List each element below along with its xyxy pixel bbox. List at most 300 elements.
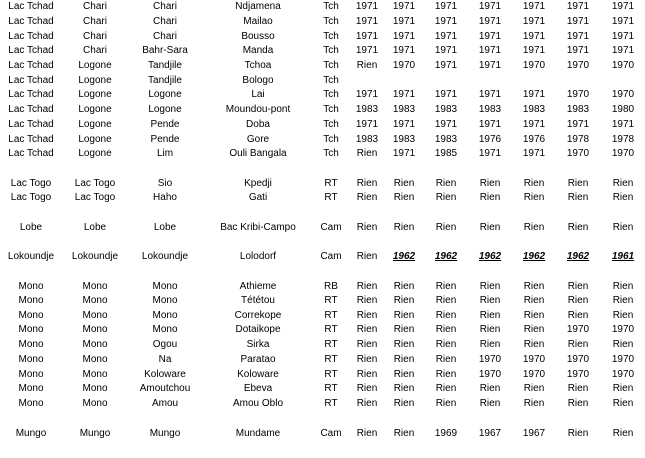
year-cell: 1969 <box>434 428 458 439</box>
year-cell: Rien <box>523 192 545 203</box>
station-cell: Doba <box>246 119 270 130</box>
year-cell: Rien <box>479 310 501 321</box>
year-cell: 1971 <box>434 16 458 27</box>
country-cell: Tch <box>323 1 339 12</box>
year-cell: 1971 <box>566 31 590 42</box>
year-cell: Rien <box>567 383 589 394</box>
river-cell: Mono <box>82 369 108 380</box>
tributary-cell: Sio <box>157 178 173 189</box>
year-cell: 1970 <box>611 324 635 335</box>
year-cell: 1971 <box>522 89 546 100</box>
river-cell: Mono <box>82 383 108 394</box>
river-cell: Lac Togo <box>74 192 116 203</box>
river-basin-cell: Lac Tchad <box>8 75 54 86</box>
year-cell: Rien <box>523 281 545 292</box>
year-cell: Rien <box>479 281 501 292</box>
tributary-cell: Mono <box>152 310 178 321</box>
table-row <box>0 294 645 308</box>
river-basin-cell: Lac Tchad <box>8 60 54 71</box>
year-cell: Rien <box>356 383 378 394</box>
year-cell: Rien <box>356 398 378 409</box>
table-row <box>0 427 645 441</box>
year-cell: 1971 <box>611 16 635 27</box>
river-basin-cell: Lobe <box>19 222 43 233</box>
year-cell: 1971 <box>355 31 379 42</box>
river-basin-cell: Lac Tchad <box>8 104 54 115</box>
table-row <box>0 309 645 323</box>
year-cell: Rien <box>523 324 545 335</box>
year-cell: 1971 <box>522 1 546 12</box>
river-cell: Logone <box>78 148 112 159</box>
year-cell: 1970 <box>611 369 635 380</box>
year-cell: Rien <box>479 222 501 233</box>
country-cell: RT <box>324 339 338 350</box>
year-cell: Rien <box>393 398 415 409</box>
year-cell: 1971 <box>478 1 502 12</box>
year-cell: 1971 <box>392 148 416 159</box>
tributary-cell: Amou <box>151 398 179 409</box>
station-cell: Paratao <box>240 354 276 365</box>
table-row <box>0 250 645 264</box>
year-cell: 1983 <box>522 104 546 115</box>
year-cell: Rien <box>479 192 501 203</box>
river-basin-cell: Mono <box>18 310 44 321</box>
year-cell: 1971 <box>478 148 502 159</box>
country-cell: Tch <box>323 16 339 27</box>
river-basin-cell: Lac Tchad <box>8 16 54 27</box>
year-cell: Rien <box>393 369 415 380</box>
year-cell: Rien <box>567 398 589 409</box>
year-cell: 1971 <box>522 16 546 27</box>
year-cell: 1962 <box>392 251 416 262</box>
year-cell: 1970 <box>478 354 502 365</box>
year-cell: Rien <box>435 339 457 350</box>
year-cell: Rien <box>523 398 545 409</box>
station-cell: Correkope <box>234 310 282 321</box>
river-cell: Lokoundje <box>71 251 119 262</box>
river-cell: Mungo <box>79 428 111 439</box>
table-row <box>0 338 645 352</box>
tributary-cell: Lim <box>156 148 174 159</box>
year-cell: 1970 <box>392 60 416 71</box>
river-basin-cell: Lac Tchad <box>8 119 54 130</box>
year-cell: 1971 <box>478 16 502 27</box>
year-cell: 1962 <box>522 251 546 262</box>
year-cell <box>352 74 382 88</box>
year-cell: 1971 <box>478 31 502 42</box>
year-cell: 1971 <box>355 1 379 12</box>
year-cell: 1983 <box>392 134 416 145</box>
year-cell: Rien <box>435 398 457 409</box>
station-cell: Ouli Bangala <box>229 148 287 159</box>
tributary-cell: Mono <box>152 295 178 306</box>
year-cell: 1961 <box>611 251 635 262</box>
year-cell: 1971 <box>566 1 590 12</box>
table-row <box>0 15 645 29</box>
year-cell: 1971 <box>392 31 416 42</box>
river-basin-cell: Mono <box>18 354 44 365</box>
river-cell: Logone <box>78 89 112 100</box>
year-cell: 1970 <box>522 369 546 380</box>
year-cell: 1971 <box>392 45 416 56</box>
year-cell: 1970 <box>522 60 546 71</box>
year-cell: Rien <box>435 192 457 203</box>
year-cell: Rien <box>479 339 501 350</box>
river-basin-cell: Mungo <box>15 428 47 439</box>
year-cell: 1983 <box>355 104 379 115</box>
country-cell: RT <box>324 324 338 335</box>
year-cell: Rien <box>479 398 501 409</box>
year-cell: 1971 <box>355 16 379 27</box>
tributary-cell: Tandjile <box>148 60 182 71</box>
table-row <box>0 74 645 88</box>
river-cell: Lobe <box>83 222 107 233</box>
year-cell: Rien <box>435 222 457 233</box>
river-cell: Logone <box>78 134 112 145</box>
tributary-cell: Bahr-Sara <box>142 45 188 56</box>
table-row <box>0 221 645 235</box>
country-cell: RT <box>324 383 338 394</box>
year-cell: Rien <box>479 383 501 394</box>
river-cell: Mono <box>82 324 108 335</box>
year-cell: Rien <box>356 251 378 262</box>
year-cell: 1971 <box>392 89 416 100</box>
year-cell: Rien <box>567 178 589 189</box>
year-cell: Rien <box>612 428 634 439</box>
year-cell: Rien <box>393 339 415 350</box>
year-cell: 1970 <box>566 324 590 335</box>
year-cell: Rien <box>393 383 415 394</box>
station-cell: Ebeva <box>243 383 273 394</box>
station-cell: Lai <box>251 89 265 100</box>
year-cell: Rien <box>393 354 415 365</box>
river-basin-cell: Lokoundje <box>7 251 55 262</box>
river-basin-cell: Lac Tchad <box>8 1 54 12</box>
year-cell: 1971 <box>355 89 379 100</box>
year-cell: 1971 <box>611 45 635 56</box>
country-cell: Tch <box>323 45 339 56</box>
year-cell: 1980 <box>611 104 635 115</box>
river-basin-cell: Lac Tchad <box>8 134 54 145</box>
year-cell: Rien <box>612 310 634 321</box>
river-basin-cell: Mono <box>18 398 44 409</box>
table-row <box>0 177 645 191</box>
country-cell: Tch <box>323 148 339 159</box>
year-cell: Rien <box>612 383 634 394</box>
year-cell: Rien <box>567 295 589 306</box>
river-basin-cell: Lac Tchad <box>8 89 54 100</box>
tributary-cell: Ogou <box>152 339 178 350</box>
year-cell: Rien <box>435 369 457 380</box>
year-cell: Rien <box>479 295 501 306</box>
year-cell: Rien <box>356 60 378 71</box>
tributary-cell: Pende <box>150 119 180 130</box>
country-cell: Tch <box>323 75 339 86</box>
river-cell: Chari <box>83 1 107 12</box>
year-cell: 1983 <box>478 104 502 115</box>
station-cell: Kpedji <box>244 178 272 189</box>
year-cell: Rien <box>612 295 634 306</box>
year-cell: Rien <box>435 383 457 394</box>
year-cell: 1971 <box>478 119 502 130</box>
year-cell: 1971 <box>478 45 502 56</box>
year-cell: 1971 <box>566 119 590 130</box>
country-cell: RT <box>324 295 338 306</box>
river-cell: Mono <box>82 354 108 365</box>
country-cell: RB <box>324 281 338 292</box>
year-cell: Rien <box>435 295 457 306</box>
tributary-cell: Koloware <box>144 369 186 380</box>
year-cell: Rien <box>523 178 545 189</box>
station-cell: Tététou <box>241 295 275 306</box>
station-cell: Gati <box>248 192 268 203</box>
year-cell: 1976 <box>522 134 546 145</box>
year-cell: 1971 <box>392 119 416 130</box>
year-cell: 1970 <box>566 89 590 100</box>
year-cell: Rien <box>393 310 415 321</box>
country-cell: Tch <box>323 89 339 100</box>
country-cell: Tch <box>323 31 339 42</box>
river-basin-cell: Mono <box>18 369 44 380</box>
year-cell <box>429 74 463 88</box>
tributary-cell: Pende <box>150 134 180 145</box>
year-cell: 1970 <box>611 89 635 100</box>
year-cell: 1971 <box>522 119 546 130</box>
year-cell: 1983 <box>392 104 416 115</box>
year-cell: 1970 <box>566 369 590 380</box>
year-cell: Rien <box>567 428 589 439</box>
year-cell: Rien <box>435 354 457 365</box>
station-cell: Ndjamena <box>235 1 281 12</box>
year-cell: 1970 <box>566 148 590 159</box>
year-cell: 1971 <box>522 148 546 159</box>
year-cell: Rien <box>356 354 378 365</box>
year-cell: 1971 <box>434 60 458 71</box>
year-cell: 1971 <box>355 119 379 130</box>
tributary-cell: Lokoundje <box>141 251 189 262</box>
river-cell: Logone <box>78 75 112 86</box>
year-cell: Rien <box>479 324 501 335</box>
year-cell: 1971 <box>392 16 416 27</box>
river-cell: Chari <box>83 16 107 27</box>
tributary-cell: Mono <box>152 281 178 292</box>
station-cell: Manda <box>242 45 274 56</box>
year-cell: 1971 <box>611 31 635 42</box>
river-cell: Logone <box>78 60 112 71</box>
year-cell <box>473 74 507 88</box>
country-cell: Tch <box>323 134 339 145</box>
year-cell: Rien <box>523 295 545 306</box>
station-cell: Koloware <box>237 369 279 380</box>
table-row <box>0 368 645 382</box>
year-cell: 1962 <box>434 251 458 262</box>
table-row <box>0 323 645 337</box>
country-cell: RT <box>324 310 338 321</box>
river-cell: Mono <box>82 295 108 306</box>
year-cell: 1962 <box>478 251 502 262</box>
year-cell: 1967 <box>478 428 502 439</box>
country-cell: RT <box>324 354 338 365</box>
year-cell: 1971 <box>522 31 546 42</box>
year-cell: Rien <box>523 383 545 394</box>
year-cell: Rien <box>567 281 589 292</box>
year-cell: Rien <box>612 281 634 292</box>
year-cell <box>561 74 595 88</box>
year-cell: Rien <box>612 398 634 409</box>
river-cell: Chari <box>83 31 107 42</box>
year-cell: 1962 <box>566 251 590 262</box>
year-cell: Rien <box>435 324 457 335</box>
year-cell: Rien <box>479 178 501 189</box>
year-cell: Rien <box>356 222 378 233</box>
year-cell: 1970 <box>566 60 590 71</box>
year-cell: 1983 <box>355 134 379 145</box>
tributary-cell: Chari <box>153 16 177 27</box>
year-cell: 1970 <box>611 60 635 71</box>
river-basin-cell: Mono <box>18 295 44 306</box>
year-cell: Rien <box>356 369 378 380</box>
tributary-cell: Mungo <box>149 428 181 439</box>
tributary-cell: Chari <box>153 1 177 12</box>
river-cell: Mono <box>82 339 108 350</box>
year-cell: 1970 <box>478 369 502 380</box>
year-cell: Rien <box>356 192 378 203</box>
river-basin-cell: Mono <box>18 339 44 350</box>
year-cell: 1971 <box>522 45 546 56</box>
year-cell: Rien <box>393 222 415 233</box>
year-cell: Rien <box>612 192 634 203</box>
year-cell: Rien <box>393 295 415 306</box>
year-cell: Rien <box>523 222 545 233</box>
year-cell <box>389 74 419 88</box>
table-row <box>0 191 645 205</box>
river-cell: Logone <box>78 119 112 130</box>
year-cell: 1970 <box>611 148 635 159</box>
year-cell: Rien <box>612 339 634 350</box>
tributary-cell: Amoutchou <box>139 383 191 394</box>
river-basin-cell: Lac Togo <box>10 192 52 203</box>
year-cell: Rien <box>356 310 378 321</box>
river-cell: Mono <box>82 281 108 292</box>
year-cell: Rien <box>435 310 457 321</box>
river-cell: Logone <box>78 104 112 115</box>
year-cell: Rien <box>356 339 378 350</box>
country-cell: Cam <box>320 222 342 233</box>
station-cell: Mundame <box>235 428 281 439</box>
table-row <box>0 103 645 117</box>
station-cell: Bologo <box>242 75 274 86</box>
year-cell: 1971 <box>355 45 379 56</box>
tributary-cell: Haho <box>153 192 177 203</box>
country-cell: Tch <box>323 119 339 130</box>
year-cell: 1971 <box>611 1 635 12</box>
country-cell: Cam <box>320 428 342 439</box>
tributary-cell: Mono <box>152 324 178 335</box>
year-cell: 1967 <box>522 428 546 439</box>
year-cell: 1983 <box>434 134 458 145</box>
year-cell: Rien <box>567 310 589 321</box>
year-cell: Rien <box>567 339 589 350</box>
year-cell: Rien <box>393 178 415 189</box>
table-row <box>0 382 645 396</box>
station-cell: Tchoa <box>244 60 272 71</box>
river-cell: Mono <box>82 310 108 321</box>
country-cell: RT <box>324 192 338 203</box>
year-cell: 1978 <box>611 134 635 145</box>
table-row <box>0 147 645 161</box>
river-basin-cell: Lac Togo <box>10 178 52 189</box>
year-cell: Rien <box>612 178 634 189</box>
table-row <box>0 280 645 294</box>
country-cell: RT <box>324 369 338 380</box>
river-cell: Mono <box>82 398 108 409</box>
year-cell: Rien <box>356 281 378 292</box>
river-basin-cell: Lac Tchad <box>8 148 54 159</box>
year-cell: Rien <box>435 281 457 292</box>
year-cell: 1970 <box>566 354 590 365</box>
river-cell: Chari <box>83 45 107 56</box>
river-basin-cell: Mono <box>18 324 44 335</box>
year-cell: Rien <box>393 428 415 439</box>
year-cell: 1971 <box>434 89 458 100</box>
year-cell: Rien <box>523 310 545 321</box>
table-row <box>0 353 645 367</box>
station-cell: Mailao <box>243 16 273 27</box>
year-cell: 1971 <box>611 119 635 130</box>
year-cell: 1970 <box>522 354 546 365</box>
station-cell: Sirka <box>246 339 270 350</box>
country-cell: Tch <box>323 60 339 71</box>
year-cell: Rien <box>567 222 589 233</box>
station-cell: Amou Oblo <box>232 398 284 409</box>
table-row <box>0 133 645 147</box>
year-cell: 1971 <box>434 45 458 56</box>
year-cell: 1971 <box>434 1 458 12</box>
tributary-cell: Logone <box>148 104 182 115</box>
year-cell: 1983 <box>566 104 590 115</box>
year-cell: 1971 <box>478 89 502 100</box>
year-cell: 1978 <box>566 134 590 145</box>
country-cell: RT <box>324 398 338 409</box>
country-cell: RT <box>324 178 338 189</box>
year-cell <box>517 74 551 88</box>
year-cell: Rien <box>356 324 378 335</box>
year-cell: Rien <box>356 148 378 159</box>
table-row <box>0 59 645 73</box>
year-cell: Rien <box>356 428 378 439</box>
station-cell: Bac Kribi-Campo <box>220 222 296 233</box>
river-basin-cell: Lac Tchad <box>8 45 54 56</box>
year-cell: Rien <box>523 339 545 350</box>
table-row <box>0 118 645 132</box>
tributary-cell: Tandjile <box>148 75 182 86</box>
river-cell: Lac Togo <box>74 178 116 189</box>
year-cell: 1976 <box>478 134 502 145</box>
station-cell: Bousso <box>241 31 275 42</box>
year-cell: 1971 <box>434 119 458 130</box>
station-cell: Moundou-pont <box>225 104 291 115</box>
year-cell: Rien <box>567 192 589 203</box>
year-cell: 1971 <box>478 60 502 71</box>
year-cell: 1970 <box>611 354 635 365</box>
year-cell: Rien <box>393 192 415 203</box>
table-row <box>0 397 645 411</box>
year-cell: Rien <box>435 178 457 189</box>
year-cell: 1971 <box>434 31 458 42</box>
river-basin-cell: Mono <box>18 281 44 292</box>
tributary-cell: Chari <box>153 31 177 42</box>
table-row <box>0 44 645 58</box>
